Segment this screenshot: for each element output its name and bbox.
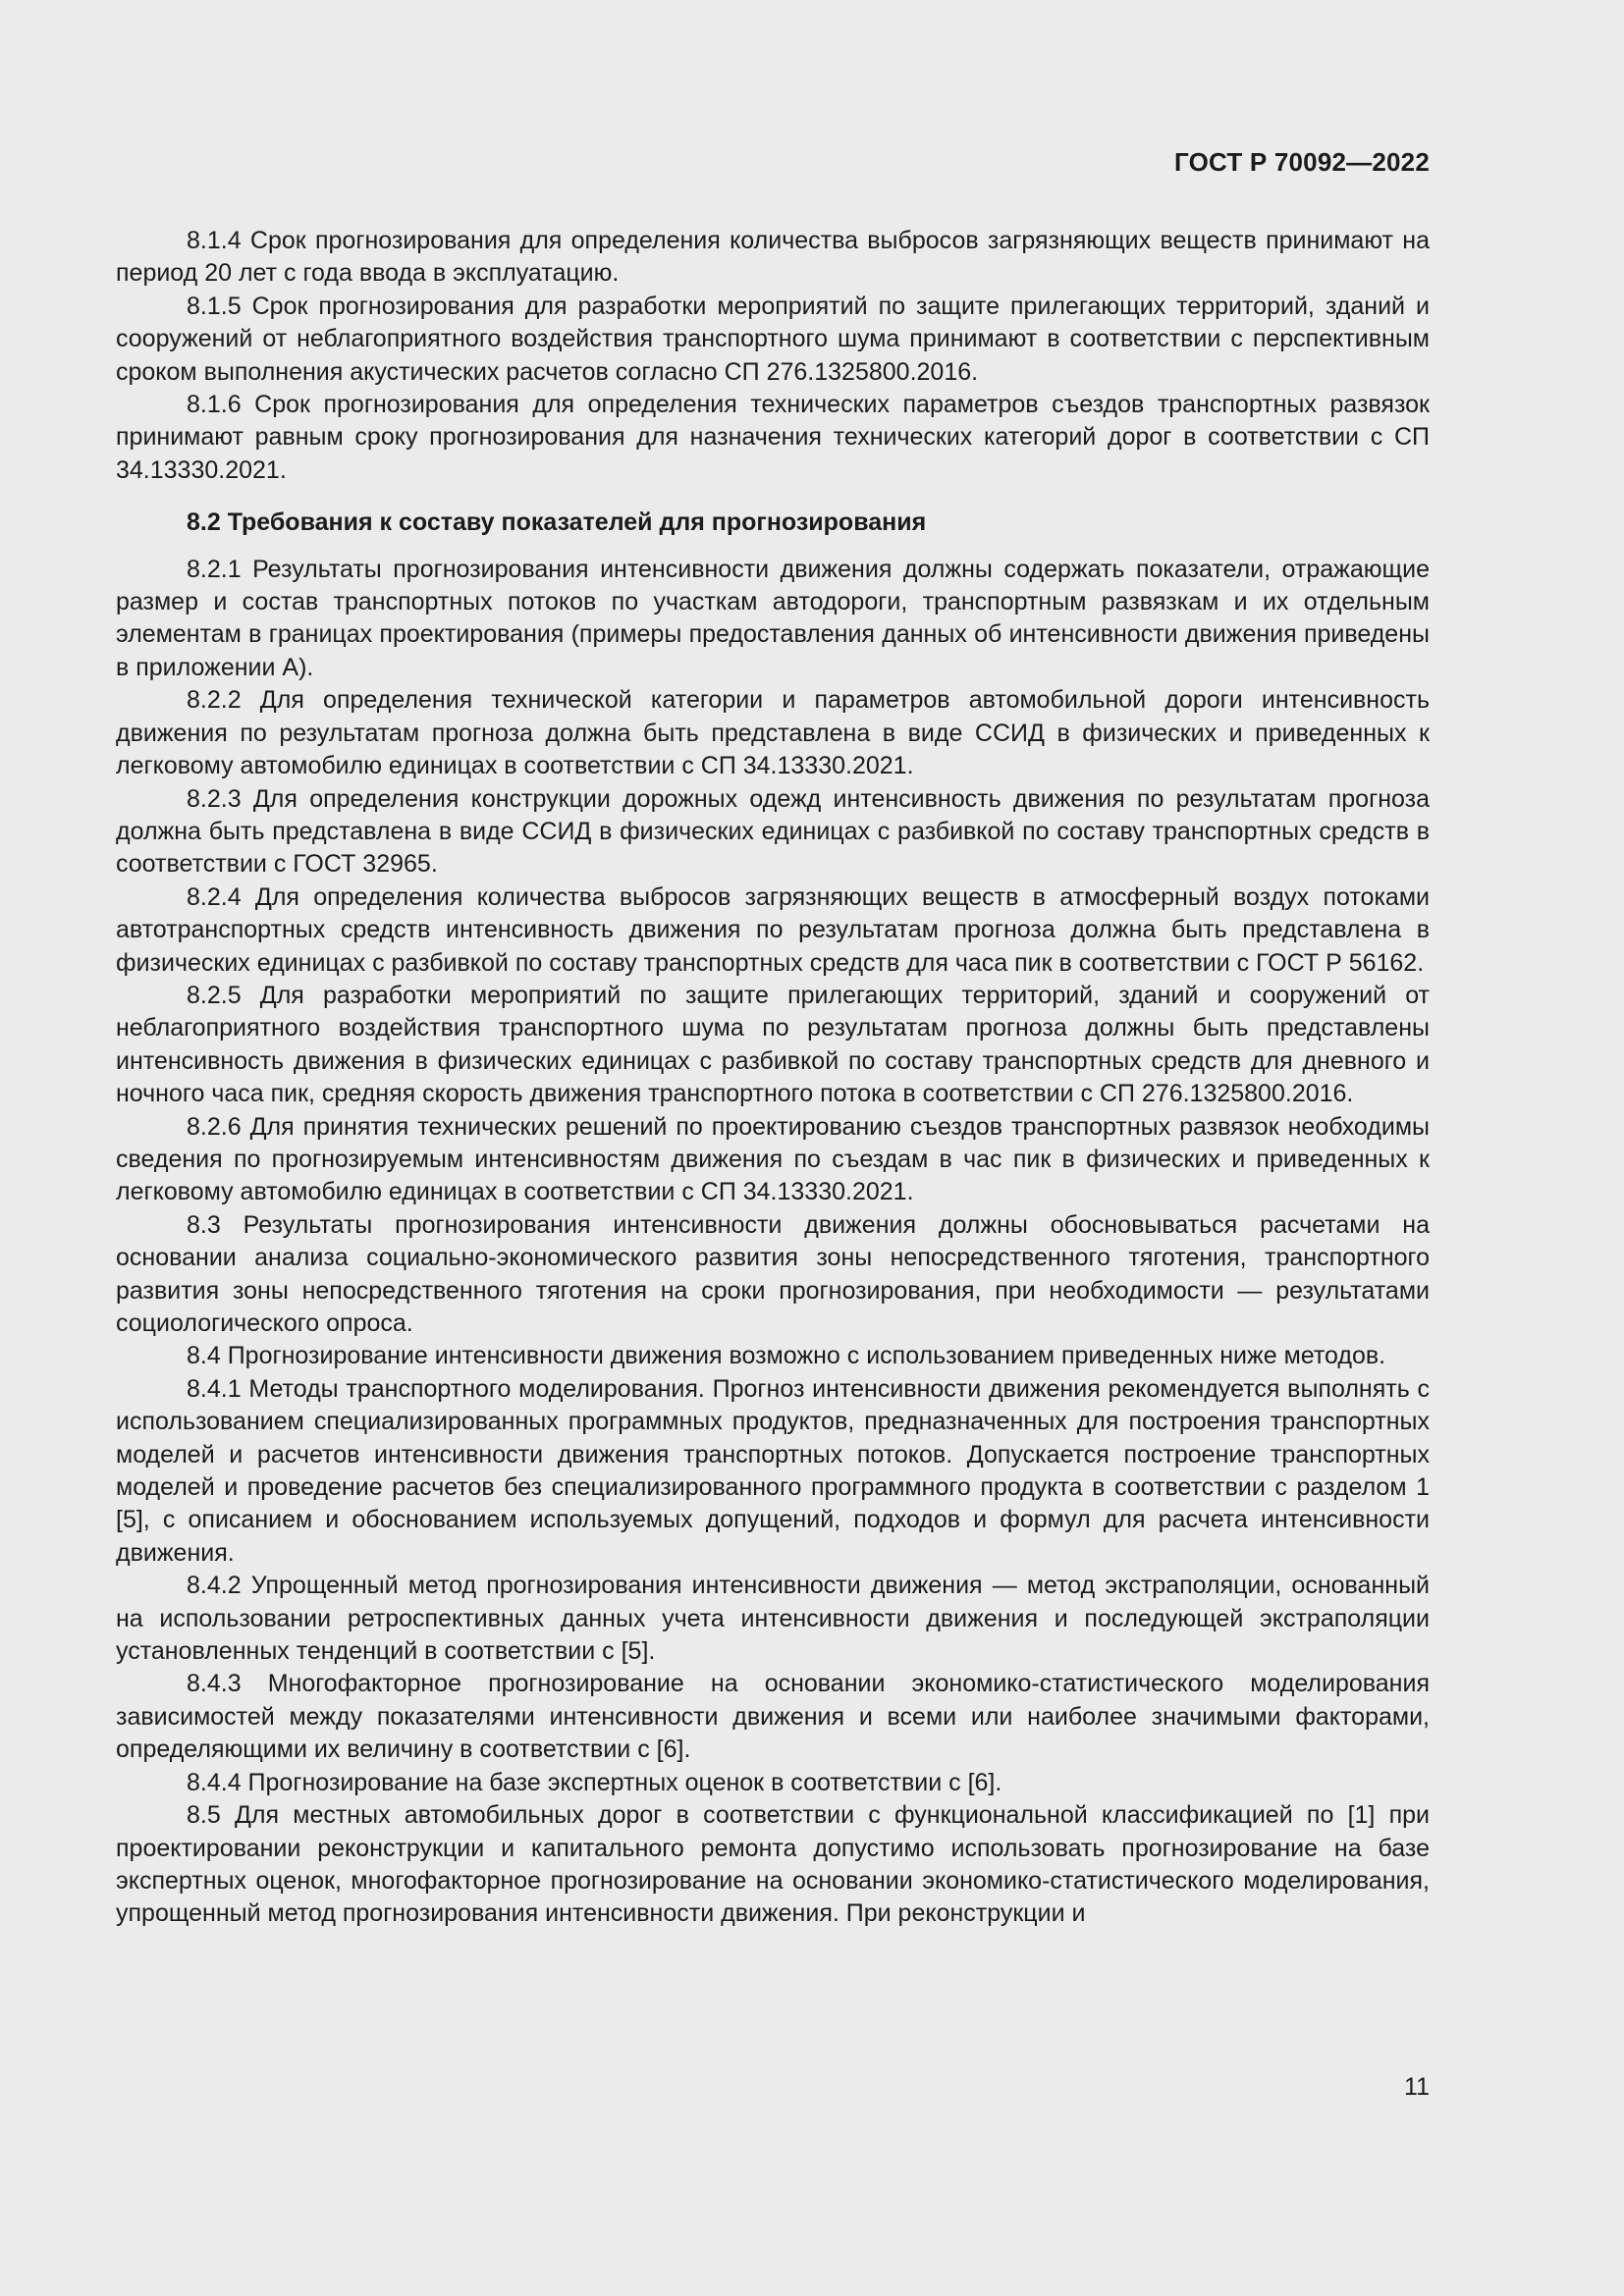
section-heading-8-2: 8.2 Требования к составу показателей для прогнозирования [187, 508, 927, 537]
paragraph-8-2-5: 8.2.5 Для разработки мероприятий по защите прилегающих территорий, зданий и сооружений от неблагоприятного воздействия транспортного шума по результатам прогноза должны быть представлены интенсивность движения в физических единицах с разбивкой по составу транспортных средств для дневного и ночного часа пик, средняя скорость движения транспортного потока в соответствии с СП 276.1325800.2016. [116, 981, 1430, 1108]
paragraph-8-1-6: 8.1.6 Срок прогнозирования для определения технических параметров съездов транспортных развязок принимают равным сроку прогнозирования для назначения технических категорий дорог в соответствии с СП 34.13330.2021. [116, 391, 1430, 484]
paragraph-8-2-1: 8.2.1 Результаты прогнозирования интенсивности движения должны содержать показатели, отражающие размер и состав транспортных потоков по участкам автодороги, транспортным развязкам и их отдельным элементам в границах проектирования (примеры предоставления данных об интенсивности движения приведены в приложении А). [116, 555, 1430, 681]
paragraph-8-4-1: 8.4.1 Методы транспортного моделирования. Прогноз интенсивности движения рекомендуется выполнять с использованием специализированных программных продуктов, предназначенных для построения транспортных моделей и расчетов интенсивности движения транспортных потоков. Допускается построение транспортных моделей и проведение расчетов без специализированного программного продукта в соответствии с разделом 1 [5], с описанием и обоснованием используемых допущений, подходов и формул для расчета интенсивности движения. [116, 1374, 1430, 1567]
paragraph-8-1-5: 8.1.5 Срок прогнозирования для разработки мероприятий по защите прилегающих территорий, зданий и сооружений от неблагоприятного воздействия транспортного шума принимают в соответствии с перспективным сроком выполнения акустических расчетов согласно СП 276.1325800.2016. [116, 292, 1430, 386]
paragraph-8-3: 8.3 Результаты прогнозирования интенсивности движения должны обосновываться расчетами на основании анализа социально-экономического развития зоны непосредственного тяготения, транспортного развития зоны непосредственного тяготения на сроки прогнозирования, при необходимости — результатами социологического опроса. [116, 1210, 1430, 1337]
paragraph-8-1-4: 8.1.4 Срок прогнозирования для определения количества выбросов загрязняющих веществ принимают на период 20 лет с года ввода в эксплуатацию. [116, 227, 1430, 288]
paragraph-8-2-3: 8.2.3 Для определения конструкции дорожных одежд интенсивность движения по результатам прогноза должна быть представлена в виде ССИД в физических единицах с разбивкой по составу транспортных средств в соответствии с ГОСТ 32965. [116, 784, 1430, 879]
paragraph-8-4-4: 8.4.4 Прогнозирование на базе экспертных оценок в соответствии с [6]. [187, 1768, 1002, 1796]
document-header: ГОСТ Р 70092—2022 [1174, 147, 1430, 177]
paragraph-8-4-2: 8.4.2 Упрощенный метод прогнозирования интенсивности движения — метод экстраполяции, основанный на использовании ретроспективных данных учета интенсивности движения и последующей экстраполяции установленных тенденций в соответствии с [5]. [116, 1572, 1430, 1666]
paragraph-8-4-3: 8.4.3 Многофакторное прогнозирование на основании экономико-статистического моделирования зависимостей между показателями интенсивности движения и всеми или наиболее значимыми факторами, определяющими их величину в соответствии с [6]. [116, 1670, 1430, 1764]
paragraph-8-5: 8.5 Для местных автомобильных дорог в соответствии с функциональной классификацией по [1] при проектировании реконструкции и капитального ремонта допустимо использовать прогнозирование на базе экспертных оценок, многофакторное прогнозирование на основании экономико-статистического моделирования, упрощенный метод прогнозирования интенсивности движения. При реконструкции и [116, 1801, 1430, 1928]
paragraph-8-2-4: 8.2.4 Для определения количества выбросов загрязняющих веществ в атмосферный воздух потоками автотранспортных средств интенсивность движения по результатам прогноза должна быть представлена в физических единицах с разбивкой по составу транспортных средств для часа пик в соответствии с ГОСТ Р 56162. [116, 882, 1430, 977]
paragraph-8-4: 8.4 Прогнозирование интенсивности движения возможно с использованием приведенных ниже методов. [187, 1342, 1386, 1370]
paragraph-8-2-2: 8.2.2 Для определения технической категории и параметров автомобильной дороги интенсивность движения по результатам прогноза должна быть представлена в виде ССИД в физических и приведенных к легковому автомобилю единицах в соответствии с СП 34.13330.2021. [116, 686, 1430, 780]
document-body [116, 225, 1430, 1931]
page-number: 11 [1404, 2073, 1430, 2101]
paragraph-8-2-6: 8.2.6 Для принятия технических решений по проектированию съездов транспортных развязок необходимы сведения по прогнозируемым интенсивностям движения по съездам в час пик в физических и приведенных к легковому автомобилю единицах в соответствии с СП 34.13330.2021. [116, 1112, 1430, 1206]
